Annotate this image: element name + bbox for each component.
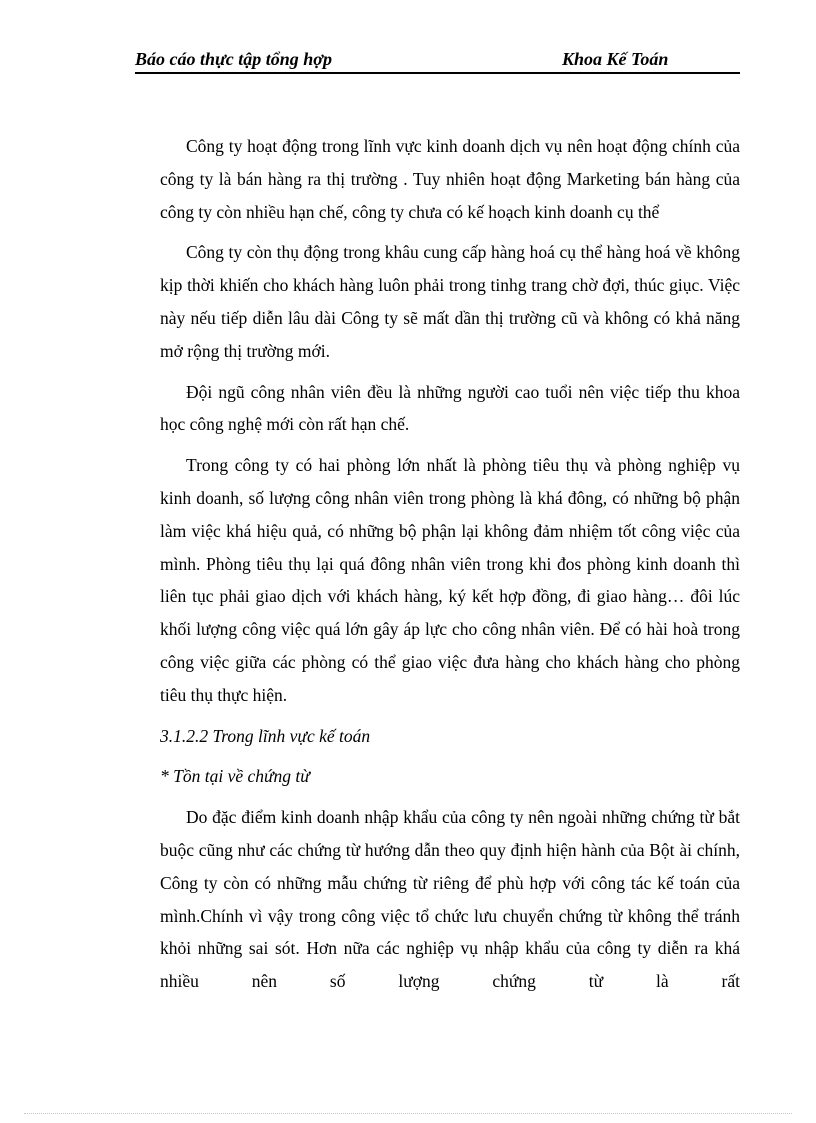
header-report-title: Báo cáo thực tập tổng hợp bbox=[135, 49, 332, 69]
paragraph-supply-passivity: Công ty còn thụ động trong khâu cung cấp hàng hoá cụ thể hàng hoá về không kịp thời khiến cho khách hàng luôn phải trong tinhg trang chờ đợi, thúc giục. Việc này nếu tiếp diễn lâu dài Công ty sẽ mất dần thị trường cũ và không có khả năng mở rộng thị trường mới. bbox=[160, 242, 740, 361]
paragraph-departments: Trong công ty có hai phòng lớn nhất là phòng tiêu thụ và phòng nghiệp vụ kinh doanh, số lượng công nhân viên trong phòng là khá đông, có những bộ phận làm việc khá hiệu quả, có những bộ phận lại không đảm nhiệm tốt công việc của mình. Phòng tiêu thụ lại quá đông nhân viên trong khi đos phòng kinh doanh thì liên tục phải giao dịch với khách hàng, ký kết hợp đồng, đi giao hàng… đôi lúc khối lượng công việc quá lớn gây áp lực cho công nhân viên. Để có hài hoà trong công việc giữa các phòng có thể giao việc đưa hàng cho khách hàng cho phòng tiêu thụ thực hiện. bbox=[160, 455, 740, 705]
paragraph-import-documents: Do đặc điểm kinh doanh nhập khẩu của công ty nên ngoài những chứng từ bắt buộc cũng như các chứng từ hướng dẫn theo quy định hiện hành của Bột ài chính, Công ty còn có những mẫu chứng từ riêng để phù hợp với công tác kế toán của mình.Chính vì vậy trong công việc tổ chức lưu chuyển chứng từ không thể tránh khỏi những sai sót. Hơn nữa các nghiệp vụ nhập khẩu của công ty diễn ra khá nhiều nên số lượng chứng từ là rất bbox=[160, 807, 740, 992]
sub-heading-documents: * Tồn tại về chứng từ bbox=[160, 766, 310, 787]
paragraph-business-activity: Công ty hoạt động trong lĩnh vực kinh doanh dịch vụ nên hoạt động chính của công ty là bán hàng ra thị trường . Tuy nhiên hoạt động Marketing bán hàng của công ty còn nhiều hạn chế, công ty chưa có kế hoạch kinh doanh cụ thể bbox=[160, 136, 740, 222]
paragraph-staff-age: Đội ngũ công nhân viên đều là những người cao tuổi nên việc tiếp thu khoa học công nghệ mới còn rất hạn chế. bbox=[160, 381, 740, 435]
document-body bbox=[160, 130, 740, 998]
header-department: Khoa Kế Toán bbox=[562, 49, 669, 69]
page-header bbox=[135, 48, 740, 74]
footer-dotted-rule bbox=[24, 1113, 792, 1114]
section-heading-accounting: 3.1.2.2 Trong lĩnh vực kế toán bbox=[160, 725, 371, 746]
